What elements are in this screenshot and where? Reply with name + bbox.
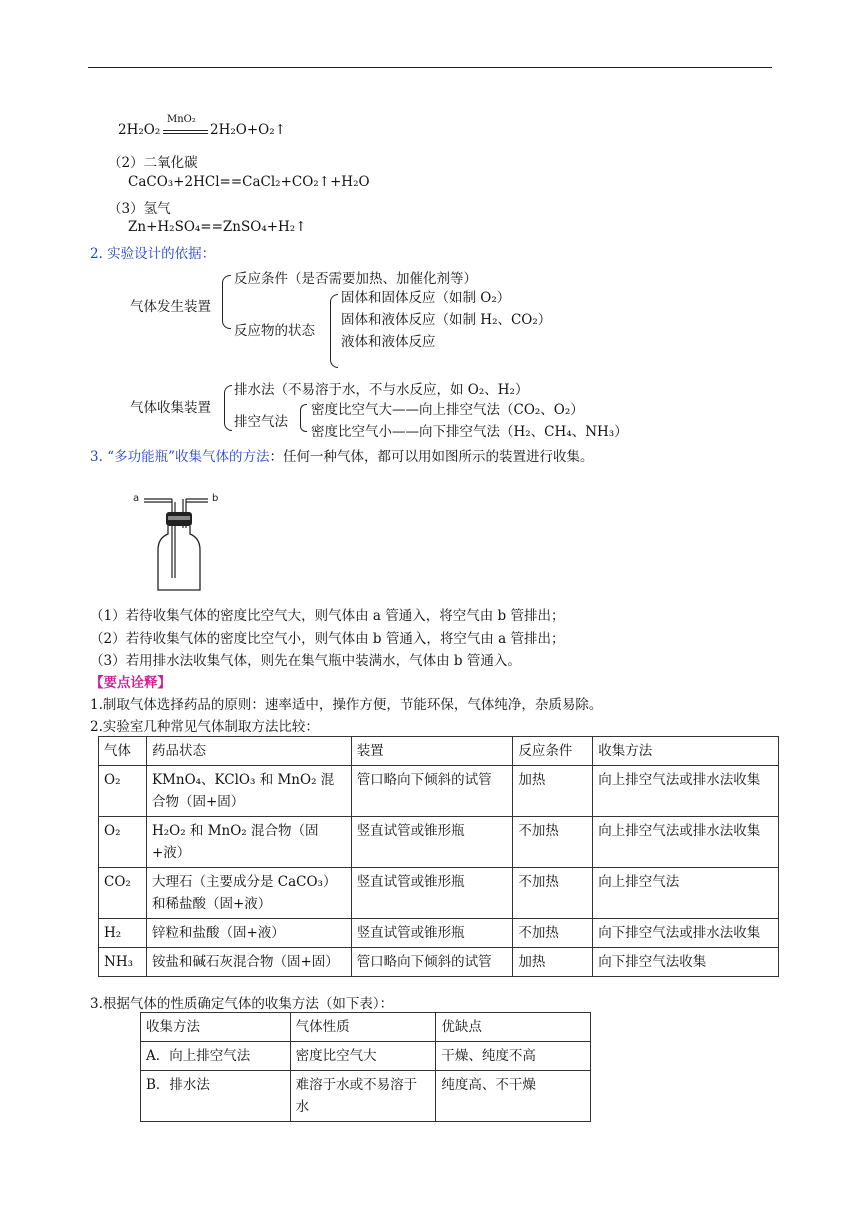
equation-h2o2-right: 2H₂O+O₂↑ xyxy=(210,122,286,138)
table-cell: O₂ xyxy=(99,766,147,817)
table-header-cell: 反应条件 xyxy=(513,737,593,766)
table-header-cell: 药品状态 xyxy=(146,737,351,766)
table-header-row xyxy=(99,737,779,766)
table-cell: 向上排空气法或排水法收集 xyxy=(593,766,779,817)
table-cell: 向上排空气法或排水法收集 xyxy=(593,817,779,868)
generator-brace xyxy=(222,275,231,329)
table-cell: 竖直试管或锥形瓶 xyxy=(351,868,513,919)
co2-equation: CaCO₃+2HCl==CaCl₂+CO₂↑+H₂O xyxy=(128,174,370,190)
air-item: 密度比空气大——向上排空气法（CO₂、O₂） xyxy=(311,402,584,418)
state-item: 固体和液体反应（如制 H₂、CO₂） xyxy=(341,312,552,328)
label-b: b xyxy=(212,493,219,504)
table-cell: NH₃ xyxy=(99,948,147,977)
table-cell: 向下排空气法或排水法收集 xyxy=(593,919,779,948)
bottle-item: （1）若待收集气体的密度比空气大，则气体由 a 管通入，将空气由 b 管排出； xyxy=(90,608,565,624)
state-item: 液体和液体反应 xyxy=(341,334,436,350)
table-cell: 加热 xyxy=(513,766,593,817)
water-method: 排水法（不易溶于水，不与水反应，如 O₂、H₂） xyxy=(234,382,529,398)
co2-heading: （2）二氧化碳 xyxy=(108,155,198,171)
table-cell: 向上排空气法 xyxy=(593,868,779,919)
table-cell: 不加热 xyxy=(513,919,593,948)
key-point-2: 2.实验室几种常见气体制取方法比较： xyxy=(90,719,319,735)
table-cell: 密度比空气大 xyxy=(290,1042,436,1071)
equation-catalyst: MnO₂ xyxy=(167,114,196,125)
generator-label: 气体发生装置 xyxy=(130,299,211,315)
table-header-row xyxy=(141,1013,591,1042)
design-heading: 2. 实验设计的依据： xyxy=(90,246,216,262)
key-point-3: 3.根据气体的性质确定气体的收集方法（如下表）： xyxy=(90,996,394,1012)
table-header-cell: 收集方法 xyxy=(141,1013,291,1042)
table-cell: CO₂ xyxy=(99,868,147,919)
gas-bottle-figure xyxy=(128,484,228,596)
state-label: 反应物的状态 xyxy=(234,323,315,339)
table-row xyxy=(99,868,779,919)
table-header-cell: 气体 xyxy=(99,737,147,766)
bottle-item: （2）若待收集气体的密度比空气小，则气体由 b 管通入，将空气由 a 管排出； xyxy=(90,631,565,647)
table-cell: 大理石（主要成分是 CaCO₃）和稀盐酸（固+液） xyxy=(146,868,351,919)
key-points-title: 【要点诠释】 xyxy=(90,675,171,691)
table-cell: 铵盐和碱石灰混合物（固+固） xyxy=(146,948,351,977)
h2-equation: Zn+H₂SO₄==ZnSO₄+H₂↑ xyxy=(128,219,307,235)
condition-text: 反应条件（是否需要加热、加催化剂等） xyxy=(234,271,477,287)
table-row xyxy=(99,766,779,817)
table-cell: 难溶于水或不易溶于水 xyxy=(290,1071,436,1122)
collector-label: 气体收集装置 xyxy=(130,400,211,416)
state-item: 固体和固体反应（如制 O₂） xyxy=(341,290,511,306)
table-cell: 竖直试管或锥形瓶 xyxy=(351,919,513,948)
bottle-item: （3）若用排水法收集气体，则先在集气瓶中装满水，气体由 b 管通入。 xyxy=(90,653,521,669)
table-row xyxy=(99,919,779,948)
table-cell: 管口略向下倾斜的试管 xyxy=(351,948,513,977)
table-cell: 干燥、纯度不高 xyxy=(436,1042,591,1071)
table-header-cell: 优缺点 xyxy=(436,1013,591,1042)
table-cell: KMnO₄、KClO₃ 和 MnO₂ 混合物（固+固） xyxy=(146,766,351,817)
table-cell: 向下排空气法收集 xyxy=(593,948,779,977)
equation-line xyxy=(163,130,208,131)
bottle-heading: 3. “多功能瓶”收集气体的方法：任何一种气体，都可以用如图所示的装置进行收集。 xyxy=(90,449,594,465)
table-cell: A．向上排空气法 xyxy=(141,1042,291,1071)
table-cell: 管口略向下倾斜的试管 xyxy=(351,766,513,817)
equation-h2o2-left: 2H₂O₂ xyxy=(118,122,161,138)
state-brace xyxy=(330,294,338,368)
header-rule xyxy=(88,67,772,68)
table-cell: 锌粒和盐酸（固+液） xyxy=(146,919,351,948)
table-row xyxy=(99,948,779,977)
table-cell: 不加热 xyxy=(513,868,593,919)
table-cell: 加热 xyxy=(513,948,593,977)
table-cell: 竖直试管或锥形瓶 xyxy=(351,817,513,868)
table-header-cell: 气体性质 xyxy=(290,1013,436,1042)
collector-brace xyxy=(224,385,232,431)
table-row xyxy=(99,817,779,868)
key-point-1: 1.制取气体选择药品的原则：速率适中，操作方便，节能环保，气体纯净，杂质易除。 xyxy=(90,697,603,713)
h2-heading: （3）氢气 xyxy=(108,201,171,217)
table-cell: 纯度高、不干燥 xyxy=(436,1071,591,1122)
table-row xyxy=(141,1071,591,1122)
label-a: a xyxy=(133,493,140,504)
collection-method-table xyxy=(140,1012,591,1122)
table-cell: H₂ xyxy=(99,919,147,948)
table-cell: 不加热 xyxy=(513,817,593,868)
air-brace xyxy=(300,404,307,432)
air-method: 排空气法 xyxy=(234,414,288,430)
table-row xyxy=(141,1042,591,1071)
table-cell: B．排水法 xyxy=(141,1071,291,1122)
table-header-cell: 装置 xyxy=(351,737,513,766)
table-cell: O₂ xyxy=(99,817,147,868)
table-header-cell: 收集方法 xyxy=(593,737,779,766)
table-cell: H₂O₂ 和 MnO₂ 混合物（固+液） xyxy=(146,817,351,868)
gas-preparation-table xyxy=(98,736,779,977)
air-item: 密度比空气小——向下排空气法（H₂、CH₄、NH₃） xyxy=(311,424,628,440)
